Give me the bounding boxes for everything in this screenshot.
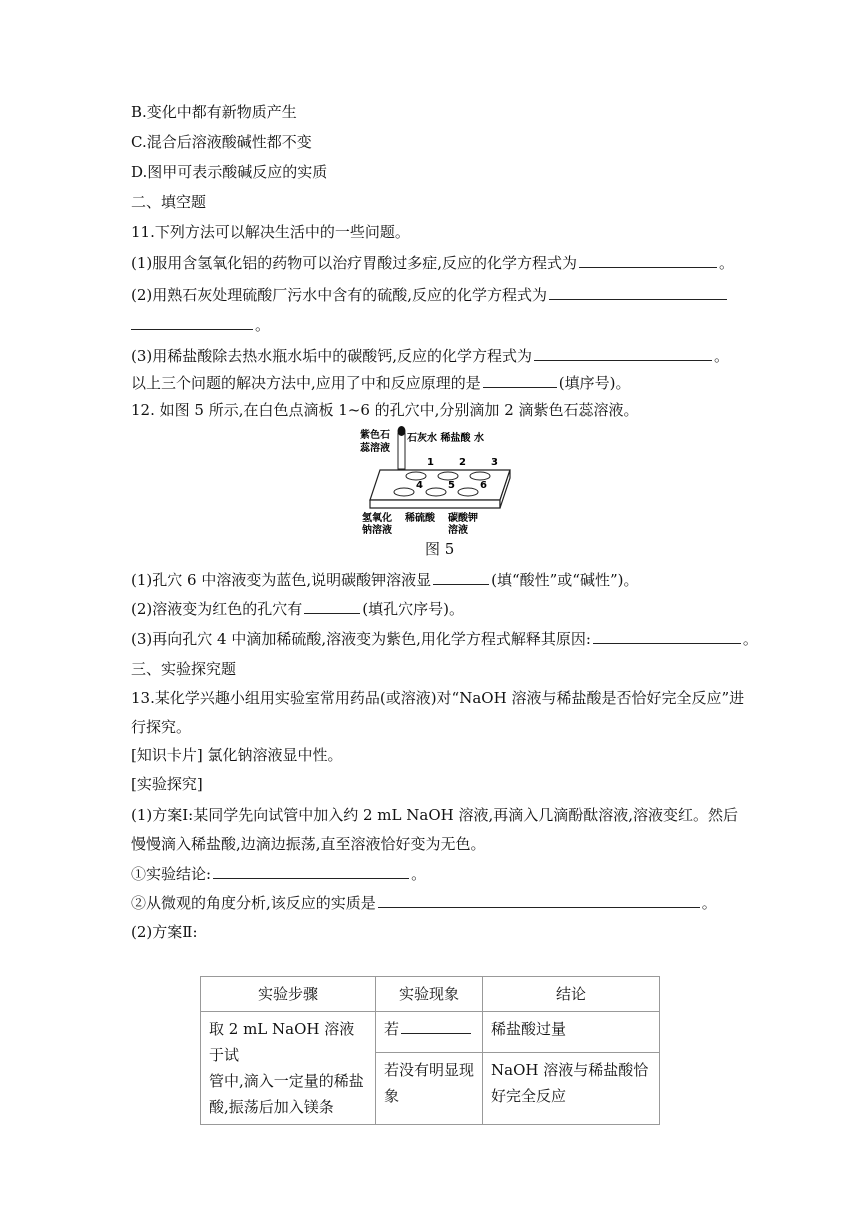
answer-blank[interactable] — [483, 372, 557, 388]
answer-blank[interactable] — [378, 892, 700, 908]
line-option-b: B.变化中都有新物质产生 — [131, 103, 297, 121]
q12-part-2: (2)溶液变为红色的孔穴有 (填孔穴序号)。 — [131, 600, 464, 618]
litmus-label-2: 蕊溶液 — [360, 443, 390, 454]
hole-label-3: 3 — [491, 457, 498, 468]
question-13-cont: 行探究。 — [131, 718, 192, 736]
hole-label-1: 1 — [427, 457, 434, 468]
h2so4-label: 稀硫酸 — [405, 513, 435, 524]
hole-label-6: 6 — [480, 480, 487, 491]
experiment-table — [200, 976, 660, 1125]
line-option-d: D.图甲可表示酸碱反应的实质 — [131, 163, 328, 181]
cell-conclusion-1: 稀盐酸过量 — [483, 1012, 660, 1053]
naoh-label-2: 钠溶液 — [362, 525, 392, 535]
k2co3-label-2: 溶液 — [448, 525, 468, 535]
plan-1: (1)方案Ⅰ:某同学先向试管中加入约 2 mL NaOH 溶液,再滴入几滴酚酞溶液,溶液变红。然后 — [131, 806, 739, 824]
dropper-bulb-icon — [398, 426, 406, 436]
q12-part-1: (1)孔穴 6 中溶液变为蓝色,说明碳酸钾溶液显 (填“酸性”或“碱性”)。 — [131, 571, 639, 589]
plan-1-essence: ②从微观的角度分析,该反应的实质是 。 — [131, 894, 717, 912]
cell-steps: 取 2 mL NaOH 溶液于试 管中,滴入一定量的稀盐 酸,振荡后加入镁条 — [201, 1012, 376, 1125]
answer-blank[interactable] — [593, 628, 741, 644]
top-labels: 石灰水 稀盐酸 水 — [407, 433, 484, 444]
section-fill-blank: 二、填空题 — [131, 193, 207, 211]
q11-part-2-cont: 。 — [131, 314, 270, 335]
k2co3-label-1: 碳酸钾 — [448, 513, 478, 524]
knowledge-card: [知识卡片] 氯化钠溶液显中性。 — [131, 746, 343, 764]
answer-blank[interactable] — [579, 252, 717, 268]
question-12: 12. 如图 5 所示,在白色点滴板 1~6 的孔穴中,分别滴加 2 滴紫色石蕊溶液。 — [131, 401, 639, 419]
cell-phenomenon-1: 若 — [376, 1012, 483, 1053]
answer-blank[interactable] — [213, 863, 409, 879]
answer-blank[interactable] — [549, 284, 727, 300]
cell-conclusion-2: NaOH 溶液与稀盐酸恰 好完全反应 — [483, 1053, 660, 1125]
header-steps: 实验步骤 — [201, 977, 376, 1012]
answer-blank[interactable] — [433, 569, 489, 585]
plate-front — [370, 500, 500, 508]
figure-caption: 图 5 — [425, 540, 455, 558]
answer-blank[interactable] — [304, 598, 360, 614]
hole-label-5: 5 — [448, 480, 455, 491]
answer-blank[interactable] — [401, 1018, 471, 1034]
q11-part-3: (3)用稀盐酸除去热水瓶水垢中的碳酸钙,反应的化学方程式为 。 — [131, 347, 730, 365]
hole-label-2: 2 — [459, 457, 466, 468]
question-13: 13.某化学兴趣小组用实验室常用药品(或溶液)对“NaOH 溶液与稀盐酸是否恰好完全反应”进 — [131, 689, 745, 707]
plan-1-cont: 慢慢滴入稀盐酸,边滴边振荡,直至溶液恰好变为无色。 — [131, 835, 486, 853]
plan-1-conclusion: ①实验结论: 。 — [131, 865, 427, 883]
table-header-row — [201, 977, 660, 1012]
q11-summary: 以上三个问题的解决方法中,应用了中和反应原理的是 (填序号)。 — [131, 374, 631, 392]
cell-phenomenon-2: 若没有明显现 象 — [376, 1053, 483, 1125]
naoh-label-1: 氢氧化 — [362, 513, 392, 524]
q11-part-1: (1)服用含氢氧化铝的药物可以治疗胃酸过多症,反应的化学方程式为 。 — [131, 254, 735, 272]
litmus-label-1: 紫色石 — [360, 430, 390, 441]
header-conclusion: 结论 — [483, 977, 660, 1012]
section-experiment: 三、实验探究题 — [131, 660, 237, 678]
experiment-heading: [实验探究] — [131, 775, 203, 793]
plan-2: (2)方案Ⅱ: — [131, 923, 198, 941]
q12-part-3: (3)再向孔穴 4 中滴加稀硫酸,溶液变为紫色,用化学方程式解释其原因: 。 — [131, 630, 758, 648]
hole-label-4: 4 — [416, 480, 423, 491]
header-phenomenon: 实验现象 — [376, 977, 483, 1012]
spot-plate-figure — [360, 425, 520, 535]
line-option-c: C.混合后溶液酸碱性都不变 — [131, 133, 312, 151]
table-row — [201, 1012, 660, 1053]
answer-blank[interactable] — [131, 314, 253, 330]
dropper-icon — [398, 433, 405, 469]
answer-blank[interactable] — [534, 345, 712, 361]
q11-part-2: (2)用熟石灰处理硫酸厂污水中含有的硫酸,反应的化学方程式为 — [131, 284, 729, 305]
question-11: 11.下列方法可以解决生活中的一些问题。 — [131, 223, 410, 241]
